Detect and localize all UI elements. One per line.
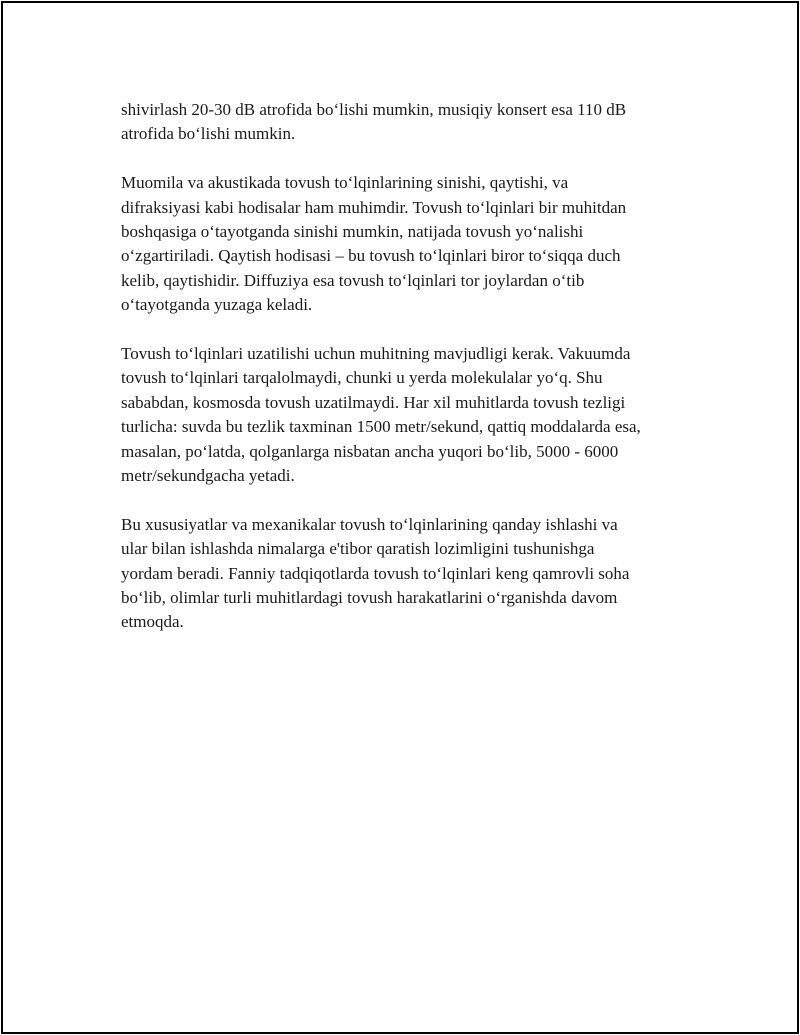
text-line: boshqasiga o‘tayotganda sinishi mumkin, natijada tovush yo‘nalishi (121, 222, 584, 242)
text-line: sababdan, kosmosda tovush uzatilmaydi. Har xil muhitlarda tovush tezligi (121, 392, 626, 412)
paragraph-2 (121, 171, 701, 317)
text-line: atrofida bo‘lishi mumkin. (121, 124, 296, 144)
text-line: shivirlash 20-30 dB atrofida bo‘lishi mumkin, musiqiy konsert esa 110 dB (121, 100, 627, 119)
text-line: kelib, qaytishidir. Diffuziya esa tovush to‘lqinlari tor joylardan o‘tib (121, 270, 585, 290)
text-line: tovush to‘lqinlari tarqalolmaydi, chunki u yerda molekulalar yo‘q. Shu (121, 368, 603, 388)
document-body (121, 98, 701, 659)
paragraph-4 (121, 513, 701, 635)
text-line: bo‘lib, olimlar turli muhitlardagi tovush harakatlarini o‘rganishda davom (121, 588, 618, 608)
text-line: etmoqda. (121, 612, 184, 632)
text-line: Bu xususiyatlar va mexanikalar tovush to‘lqinlarining qanday ishlashi va (121, 514, 618, 534)
text-line: yordam beradi. Fanniy tadqiqotlarda tovush to‘lqinlari keng qamrovli soha (121, 563, 630, 583)
text-line: turlicha: suvda bu tezlik taxminan 1500 metr/sekund, qattiq moddalarda esa, (121, 417, 641, 437)
page-border (1, 1, 799, 1034)
text-line: difraksiyasi kabi hodisalar ham muhimdir. Tovush to‘lqinlari bir muhitdan (121, 197, 627, 217)
text-line: o‘tayotganda yuzaga keladi. (121, 295, 313, 315)
paragraph-1 (121, 98, 701, 147)
text-line: Tovush to‘lqinlari uzatilishi uchun muhitning mavjudligi kerak. Vakuumda (121, 344, 631, 364)
text-line: masalan, po‘latda, qolganlarga nisbatan ancha yuqori bo‘lib, 5000 - 6000 (121, 441, 619, 461)
text-line: metr/sekundgacha yetadi. (121, 466, 295, 486)
text-line: ular bilan ishlashda nimalarga e'tibor qaratish lozimligini tushunishga (121, 539, 595, 559)
text-line: o‘zgartiriladi. Qaytish hodisasi – bu tovush to‘lqinlari biror to‘siqqa duch (121, 246, 621, 266)
paragraph-3 (121, 342, 701, 488)
text-line: Muomila va akustikada tovush to‘lqinlarining sinishi, qaytishi, va (121, 173, 569, 193)
